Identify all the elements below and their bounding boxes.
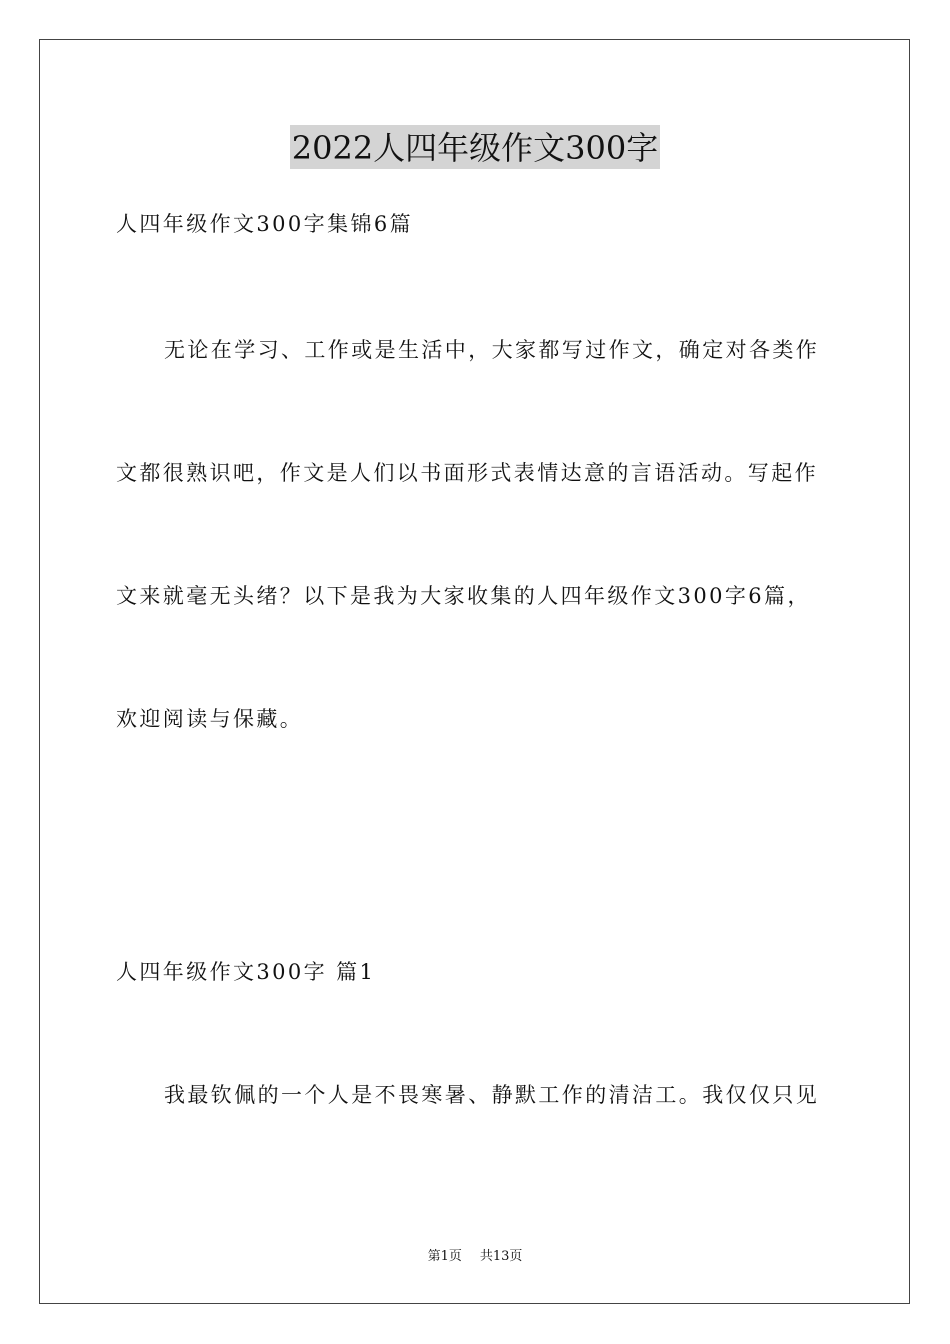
section-paragraph-line: 我最钦佩的一个人是不畏寒暑、静默工作的清洁工。我仅仅只见 xyxy=(164,1083,820,1107)
title-container xyxy=(0,125,950,169)
intro-paragraph-line: 欢迎阅读与保藏。 xyxy=(116,707,304,731)
page-total: 共13页 xyxy=(479,1249,523,1264)
intro-paragraph-line: 文来就毫无头绪？以下是我为大家收集的人四年级作文300字6篇， xyxy=(116,584,811,608)
intro-paragraph-line: 文都很熟识吧，作文是人们以书面形式表情达意的言语活动。写起作 xyxy=(116,461,818,485)
page-footer xyxy=(0,1248,950,1266)
document-subtitle: 人四年级作文300字集锦6篇 xyxy=(116,212,414,236)
page-number: 第1页 xyxy=(427,1249,462,1264)
intro-paragraph-line: 无论在学习、工作或是生活中，大家都写过作文，确定对各类作 xyxy=(164,338,820,362)
section-heading: 人四年级作文300字 篇1 xyxy=(116,960,376,984)
document-title: 2022人四年级作文300字 xyxy=(290,125,661,169)
